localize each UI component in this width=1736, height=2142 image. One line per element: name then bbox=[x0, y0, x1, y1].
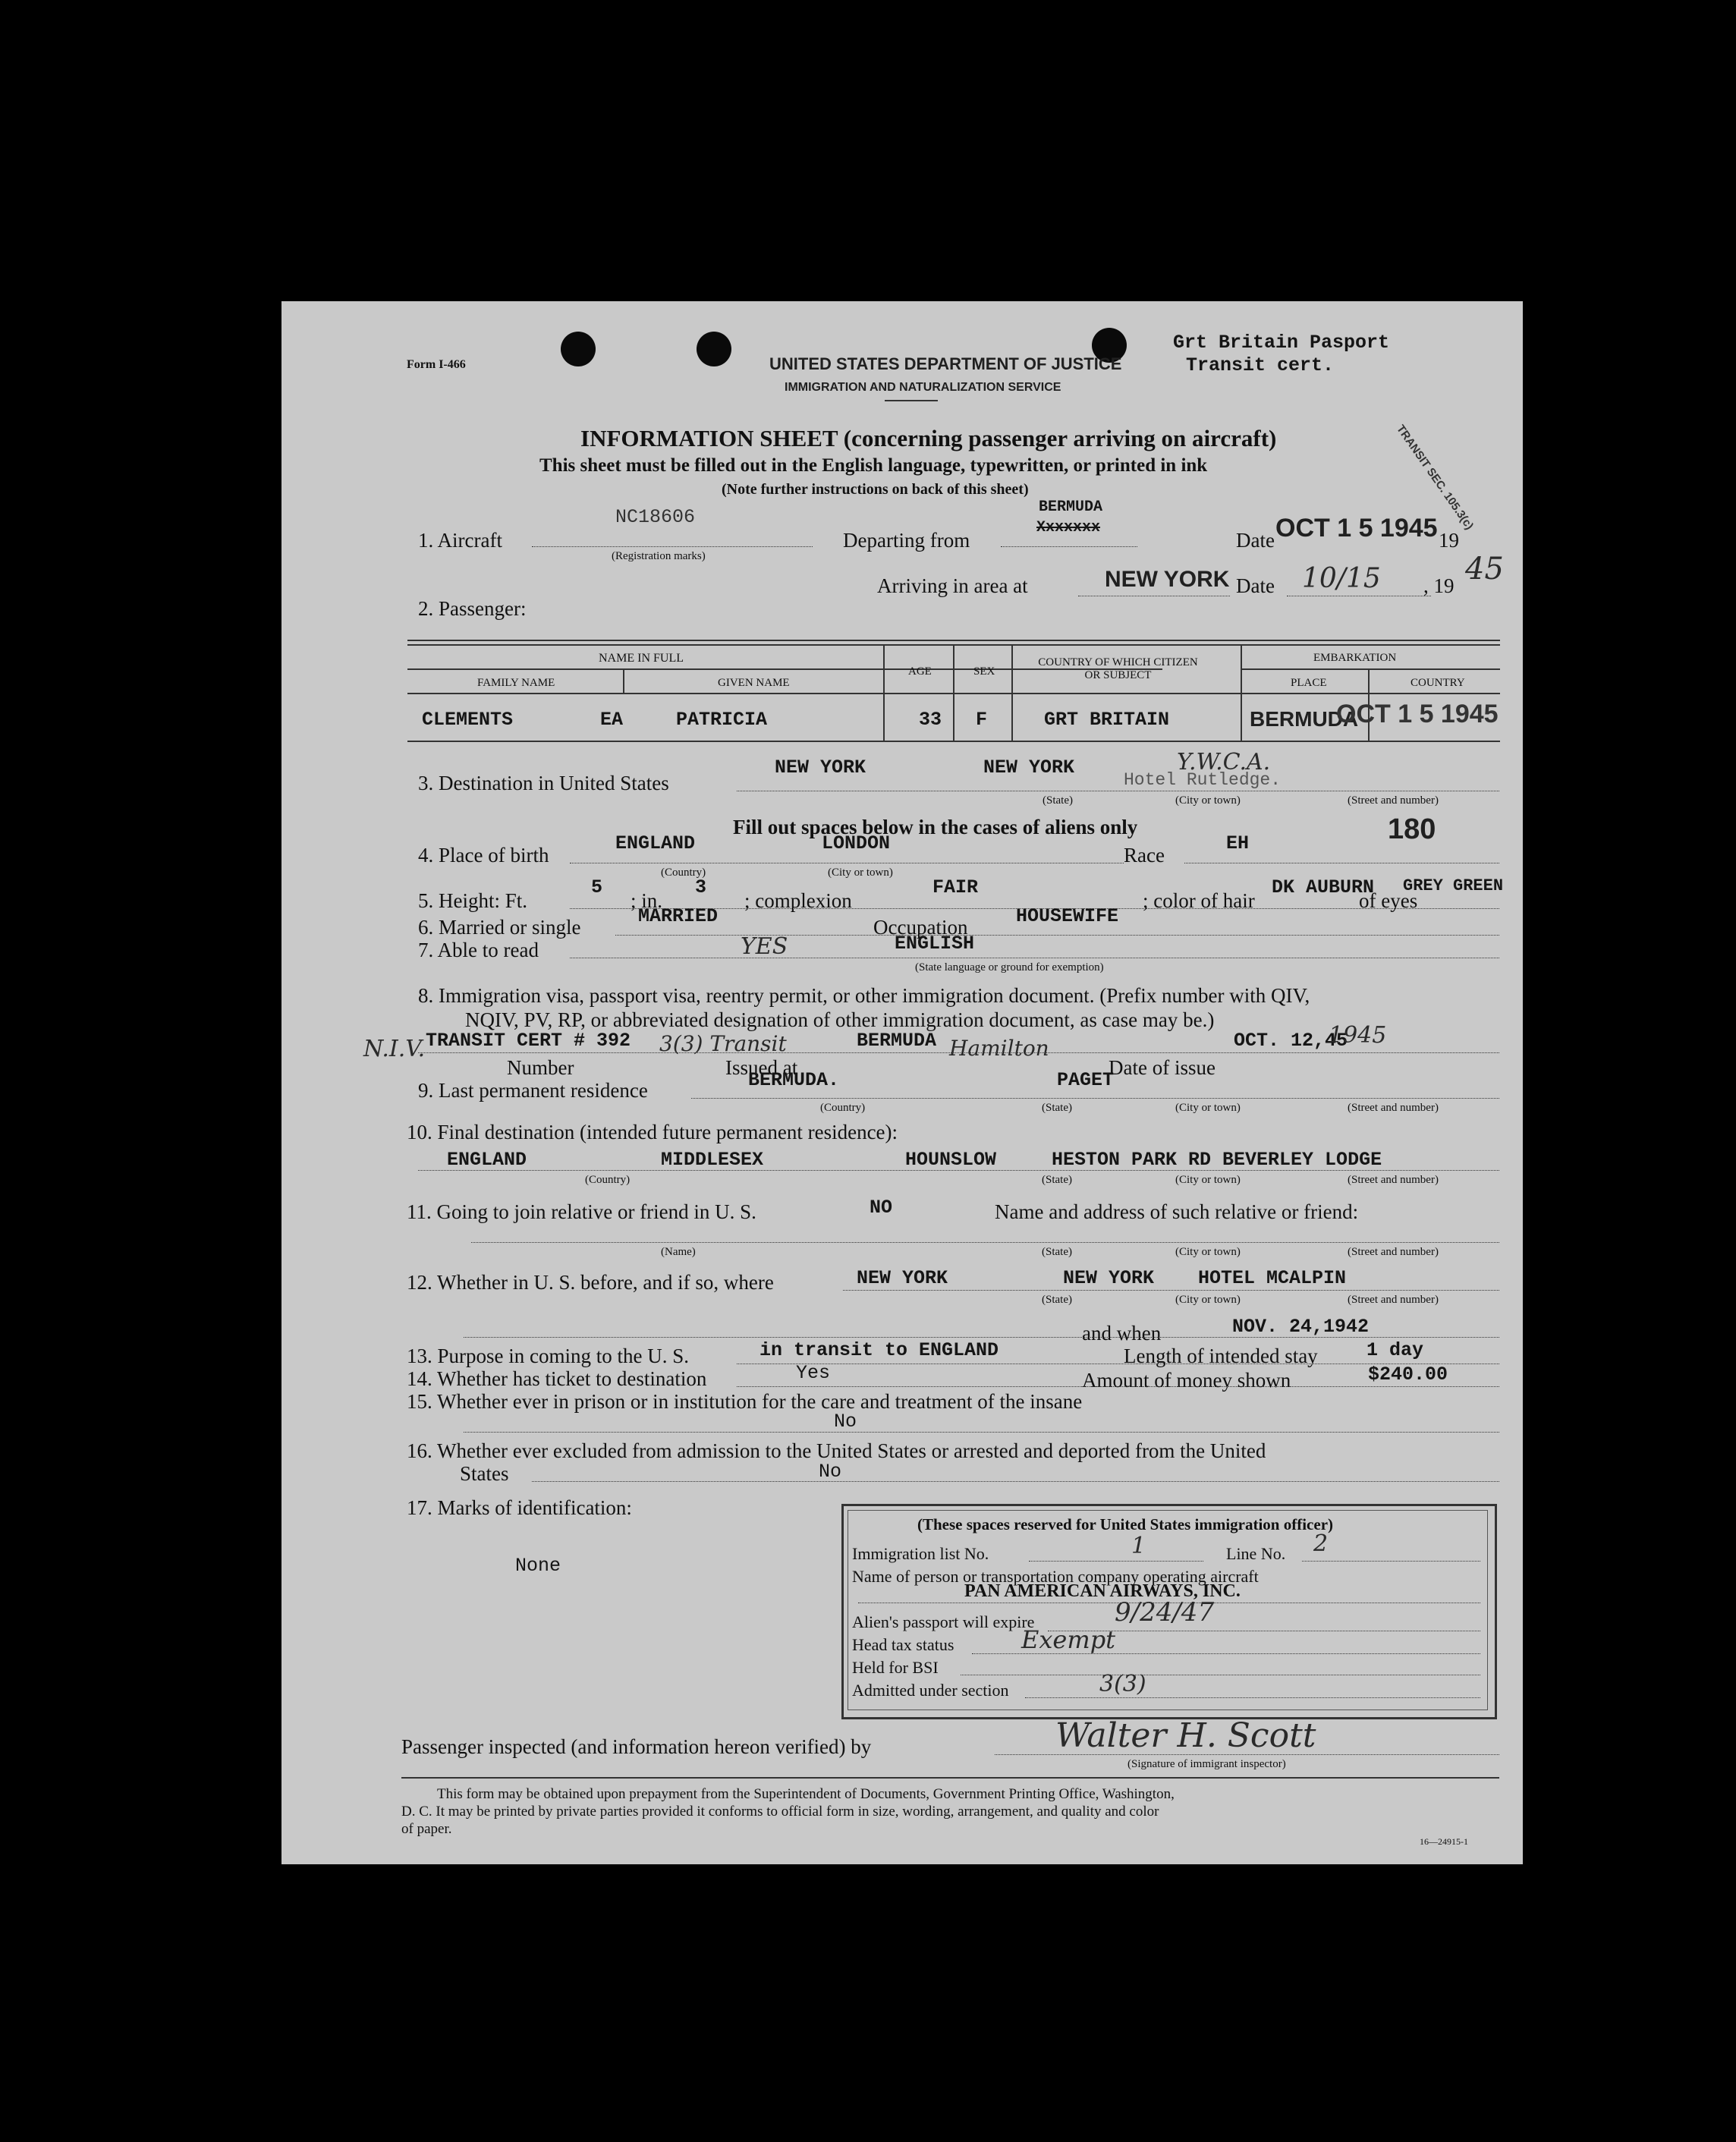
sex-header: SEX bbox=[973, 665, 995, 678]
family-name-extra: EA bbox=[600, 709, 624, 731]
residence-sub-street: (Street and number) bbox=[1348, 1102, 1439, 1114]
officer-list-line bbox=[1029, 1561, 1203, 1562]
read-sub: (State language or ground for exemption) bbox=[915, 961, 1104, 973]
embark-stamp: OCT 1 5 1945 bbox=[1336, 700, 1499, 728]
date-stamp: OCT 1 5 1945 bbox=[1275, 514, 1438, 543]
transit-stamp: TRANSIT SEC. 105.3(c) bbox=[1394, 423, 1477, 533]
punch-hole bbox=[697, 332, 731, 366]
final-dest-sub-street: (Street and number) bbox=[1348, 1174, 1439, 1186]
stay-label: Length of intended stay bbox=[1124, 1345, 1318, 1367]
date-suffix: 19 bbox=[1439, 529, 1459, 552]
officer-bsi-label: Held for BSI bbox=[852, 1658, 939, 1677]
officer-tax-line bbox=[972, 1653, 1480, 1654]
prior-visit-label: 12. Whether in U. S. before, and if so, where bbox=[407, 1271, 774, 1294]
officer-line-line bbox=[1302, 1561, 1480, 1562]
prison-value: No bbox=[834, 1411, 857, 1433]
destination-label: 3. Destination in United States bbox=[418, 772, 669, 794]
aircraft-line bbox=[532, 546, 813, 547]
marital-label: 6. Married or single bbox=[418, 916, 581, 939]
height-in-label: ; in. bbox=[631, 889, 663, 912]
marks-label: 17. Marks of identification: bbox=[407, 1496, 632, 1519]
punch-hole bbox=[561, 332, 596, 366]
visa-number: TRANSIT CERT # 392 bbox=[426, 1030, 631, 1052]
visa-city-hand: Hamilton bbox=[949, 1036, 1049, 1061]
ticket-label: 14. Whether has ticket to destination bbox=[407, 1367, 707, 1390]
footer-code: 16—24915-1 bbox=[1420, 1836, 1468, 1847]
officer-line-label: Line No. bbox=[1226, 1544, 1286, 1563]
footer-line-2: D. C. It may be printed by private parties provided it conforms to official form in size, wording, arrangement, and quality and color bbox=[401, 1804, 1159, 1820]
relative-sub-name: (Name) bbox=[661, 1246, 696, 1258]
prior-visit-line bbox=[843, 1290, 1499, 1291]
final-dest-state: MIDDLESEX bbox=[661, 1149, 764, 1171]
age-header: AGE bbox=[908, 665, 932, 678]
footer-line-1: This form may be obtained upon prepayment from the Superintendent of Documents, Government Printing Office, Washington, bbox=[437, 1786, 1175, 1802]
read-label: 7. Able to read bbox=[418, 939, 539, 961]
prior-visit-sub-city: (City or town) bbox=[1175, 1294, 1241, 1306]
given-name-value: PATRICIA bbox=[676, 709, 768, 731]
final-dest-sub-country: (Country) bbox=[585, 1174, 631, 1186]
race-value: EH bbox=[1226, 832, 1250, 854]
marks-value: None bbox=[515, 1555, 561, 1577]
relative-label: 11. Going to join relative or friend in U. S. bbox=[407, 1200, 756, 1223]
prior-visit-state: NEW YORK bbox=[857, 1267, 948, 1289]
destination-hand: Y.W.C.A. bbox=[1177, 749, 1271, 775]
eyes-value: GREY GREEN bbox=[1403, 876, 1504, 895]
passenger-label: 2. Passenger: bbox=[418, 597, 527, 620]
birth-city: LONDON bbox=[822, 832, 891, 854]
date-label: Date bbox=[1236, 529, 1275, 552]
arrival-year-value: 45 bbox=[1465, 552, 1504, 587]
excluded-line-1: 16. Whether ever excluded from admission to the United States or arrested and deported from the United bbox=[407, 1439, 1266, 1462]
excluded-value: No bbox=[819, 1461, 842, 1483]
officer-section-line bbox=[1025, 1697, 1480, 1698]
col-divider bbox=[953, 646, 954, 741]
stay-value: 1 day bbox=[1366, 1339, 1424, 1361]
relative-line bbox=[471, 1242, 1499, 1243]
hair-label: ; color of hair bbox=[1143, 889, 1255, 912]
residence-sub-country: (Country) bbox=[820, 1102, 866, 1114]
officer-list-label: Immigration list No. bbox=[852, 1544, 989, 1563]
birth-country: ENGLAND bbox=[615, 832, 696, 854]
visa-date: OCT. 12,45 bbox=[1234, 1030, 1348, 1052]
corner-note-1: Grt Britain Pasport bbox=[1173, 332, 1390, 354]
ticket-value: Yes bbox=[796, 1362, 831, 1384]
form-number: Form I-466 bbox=[407, 358, 466, 371]
final-dest-country: ENGLAND bbox=[447, 1149, 527, 1171]
final-dest-sub-state: (State) bbox=[1042, 1174, 1072, 1186]
purpose-label: 13. Purpose in coming to the U. S. bbox=[407, 1345, 689, 1367]
prior-visit-sub-street: (Street and number) bbox=[1348, 1294, 1439, 1306]
inspector-signature: Walter H. Scott bbox=[1055, 1716, 1316, 1755]
relative-sub-street: (Street and number) bbox=[1348, 1246, 1439, 1258]
place-header: PLACE bbox=[1291, 677, 1327, 689]
destination-sub-street: (Street and number) bbox=[1348, 794, 1439, 807]
visa-date-label: Date of issue bbox=[1109, 1056, 1216, 1079]
hair-value: DK AUBURN bbox=[1272, 876, 1375, 898]
officer-heading: (These spaces reserved for United States immigration officer) bbox=[917, 1515, 1334, 1533]
prior-visit-when: NOV. 24,1942 bbox=[1232, 1316, 1370, 1338]
table-top-rule bbox=[407, 640, 1500, 641]
height-label: 5. Height: Ft. bbox=[418, 889, 528, 912]
table-bottom-rule bbox=[407, 741, 1500, 742]
height-in: 3 bbox=[695, 876, 707, 898]
footer-line-3: of paper. bbox=[401, 1821, 452, 1837]
final-dest-line bbox=[418, 1170, 1499, 1171]
visa-line-2: NQIV, PV, RP, or abbreviated designation of other immigration document, as case may be.) bbox=[465, 1008, 1215, 1031]
arrival-date-label: Date bbox=[1236, 574, 1275, 597]
complexion-label: ; complexion bbox=[744, 889, 852, 912]
aircraft-sub: (Registration marks) bbox=[612, 550, 706, 562]
arriving-value: NEW YORK bbox=[1105, 567, 1230, 592]
col-divider bbox=[623, 670, 624, 693]
header-rule bbox=[885, 400, 938, 401]
page-subtitle: This sheet must be filled out in the English language, typewritten, or printed in ink bbox=[539, 455, 1208, 476]
residence-sub-state: (State) bbox=[1042, 1102, 1072, 1114]
officer-section-value: 3(3) bbox=[1099, 1671, 1146, 1697]
visa-issued-at: BERMUDA bbox=[857, 1030, 937, 1052]
height-ft: 5 bbox=[591, 876, 603, 898]
prison-line bbox=[464, 1432, 1499, 1433]
departing-struck: Xxxxxxx bbox=[1036, 519, 1101, 536]
officer-expire-label: Alien's passport will expire bbox=[852, 1612, 1035, 1631]
citizen-value: GRT BRITAIN bbox=[1044, 709, 1170, 731]
relative-value: NO bbox=[870, 1197, 893, 1219]
relative-sub-city: (City or town) bbox=[1175, 1246, 1241, 1258]
prior-visit-when-label: and when bbox=[1082, 1322, 1162, 1345]
ticket-line bbox=[737, 1386, 1499, 1387]
prior-visit-street: HOTEL MCALPIN bbox=[1198, 1267, 1347, 1289]
corner-note-2: Transit cert. bbox=[1186, 354, 1335, 376]
money-value: $240.00 bbox=[1368, 1364, 1448, 1386]
occupation-value: HOUSEWIFE bbox=[1016, 905, 1119, 927]
visa-hand-prefix: N.I.V. bbox=[363, 1036, 426, 1062]
prior-visit-sub-state: (State) bbox=[1042, 1294, 1072, 1306]
visa-number-label: Number bbox=[507, 1056, 574, 1079]
excluded-line-2: States bbox=[460, 1462, 509, 1485]
birth-label: 4. Place of birth bbox=[418, 844, 549, 867]
visa-line bbox=[418, 1052, 1499, 1053]
final-dest-city: HOUNSLOW bbox=[905, 1149, 997, 1171]
birth-sub-country: (Country) bbox=[661, 867, 706, 879]
residence-state: PAGET bbox=[1057, 1069, 1115, 1091]
inspection-sub: (Signature of immigrant inspector) bbox=[1127, 1758, 1286, 1770]
relative-name-label: Name and address of such relative or friend: bbox=[995, 1200, 1359, 1223]
officer-line-value: 2 bbox=[1313, 1530, 1329, 1557]
departing-label: Departing from bbox=[843, 529, 970, 552]
birth-sub-city: (City or town) bbox=[828, 867, 893, 879]
visa-line-1: 8. Immigration visa, passport visa, reentry permit, or other immigration document. (Prefix number with QIV, bbox=[418, 984, 1310, 1007]
visa-class-hand: 3(3) Transit bbox=[659, 1031, 787, 1056]
final-dest-sub-city: (City or town) bbox=[1175, 1174, 1241, 1186]
departing-value: BERMUDA bbox=[1039, 499, 1103, 516]
officer-section-label: Admitted under section bbox=[852, 1681, 1009, 1700]
residence-label: 9. Last permanent residence bbox=[418, 1079, 648, 1102]
inspection-label: Passenger inspected (and information hereon verified) by bbox=[401, 1735, 872, 1758]
col-divider bbox=[883, 646, 885, 741]
aircraft-value: NC18606 bbox=[615, 506, 696, 528]
race-label: Race bbox=[1124, 844, 1165, 867]
arriving-label: Arriving in area at bbox=[877, 574, 1028, 597]
visa-date-hand: 1945 bbox=[1329, 1022, 1387, 1049]
residence-country: BERMUDA. bbox=[748, 1069, 840, 1091]
purpose-value: in transit to ENGLAND bbox=[760, 1339, 999, 1361]
service-name: IMMIGRATION AND NATURALIZATION SERVICE bbox=[785, 381, 1061, 394]
arrival-year-prefix: , 19 bbox=[1423, 574, 1455, 597]
officer-list-value: 1 bbox=[1131, 1533, 1146, 1559]
embark-sub-rule bbox=[1241, 668, 1500, 670]
race-code: 180 bbox=[1388, 813, 1436, 845]
residence-sub-city: (City or town) bbox=[1175, 1102, 1241, 1114]
residence-line bbox=[691, 1098, 1499, 1099]
family-name-header: FAMILY NAME bbox=[477, 677, 555, 689]
agency-name: UNITED STATES DEPARTMENT OF JUSTICE bbox=[769, 354, 1122, 373]
officer-carrier-value: PAN AMERICAN AIRWAYS, INC. bbox=[964, 1581, 1241, 1601]
destination-city: NEW YORK bbox=[983, 756, 1075, 778]
occupation-label: Occupation bbox=[873, 916, 968, 939]
embark-place-value: BERMUDA bbox=[1250, 707, 1359, 731]
aliens-note: Fill out spaces below in the cases of aliens only bbox=[733, 816, 1138, 838]
col-divider bbox=[1011, 646, 1013, 741]
relative-sub-state: (State) bbox=[1042, 1246, 1072, 1258]
marital-value: MARRIED bbox=[638, 905, 719, 927]
officer-tax-label: Head tax status bbox=[852, 1635, 954, 1654]
destination-state: NEW YORK bbox=[775, 756, 866, 778]
officer-carrier-label: Name of person or transportation company operating aircraft bbox=[852, 1567, 1259, 1586]
sex-value: F bbox=[976, 709, 988, 731]
embarkation-header: EMBARKATION bbox=[1313, 652, 1397, 664]
officer-expire-value: 9/24/47 bbox=[1115, 1597, 1215, 1628]
final-dest-label: 10. Final destination (intended future permanent residence): bbox=[407, 1121, 898, 1143]
departing-line bbox=[1001, 546, 1137, 547]
page-note: (Note further instructions on back of this sheet) bbox=[722, 481, 1029, 498]
form-sheet bbox=[281, 301, 1523, 1864]
visa-issued-label: Issued at bbox=[725, 1056, 798, 1079]
family-name-value: CLEMENTS bbox=[422, 709, 514, 731]
destination-sub-state: (State) bbox=[1043, 794, 1073, 807]
arrival-date-value: 10/15 bbox=[1302, 563, 1381, 594]
final-dest-street: HESTON PARK RD BEVERLEY LODGE bbox=[1052, 1149, 1382, 1171]
prior-visit-when-line bbox=[464, 1337, 1499, 1338]
prior-visit-city: NEW YORK bbox=[1063, 1267, 1155, 1289]
eyes-label: of eyes bbox=[1359, 889, 1418, 912]
prison-label: 15. Whether ever in prison or in institution for the care and treatment of the insane bbox=[407, 1390, 1083, 1413]
inspection-line bbox=[995, 1754, 1499, 1755]
money-label: Amount of money shown bbox=[1082, 1369, 1291, 1392]
page-title: INFORMATION SHEET (concerning passenger arriving on aircraft) bbox=[580, 425, 1277, 451]
complexion-value: FAIR bbox=[932, 876, 979, 898]
excluded-line bbox=[532, 1481, 1499, 1482]
officer-tax-value: Exempt bbox=[1021, 1625, 1116, 1654]
age-value: 33 bbox=[919, 709, 942, 731]
aircraft-label: 1. Aircraft bbox=[418, 529, 502, 552]
footer-rule bbox=[401, 1777, 1499, 1779]
given-name-header: GIVEN NAME bbox=[718, 677, 790, 689]
col-divider bbox=[1241, 646, 1242, 741]
country-col-header: COUNTRY bbox=[1410, 677, 1465, 689]
read-hand: YES bbox=[741, 933, 788, 960]
name-in-full-header: NAME IN FULL bbox=[599, 652, 684, 665]
destination-street: Hotel Rutledge. bbox=[1124, 770, 1282, 790]
read-value: ENGLISH bbox=[895, 933, 975, 955]
destination-sub-city: (City or town) bbox=[1175, 794, 1241, 807]
country-header: COUNTRY OF WHICH CITIZEN OR SUBJECT bbox=[1038, 656, 1198, 681]
